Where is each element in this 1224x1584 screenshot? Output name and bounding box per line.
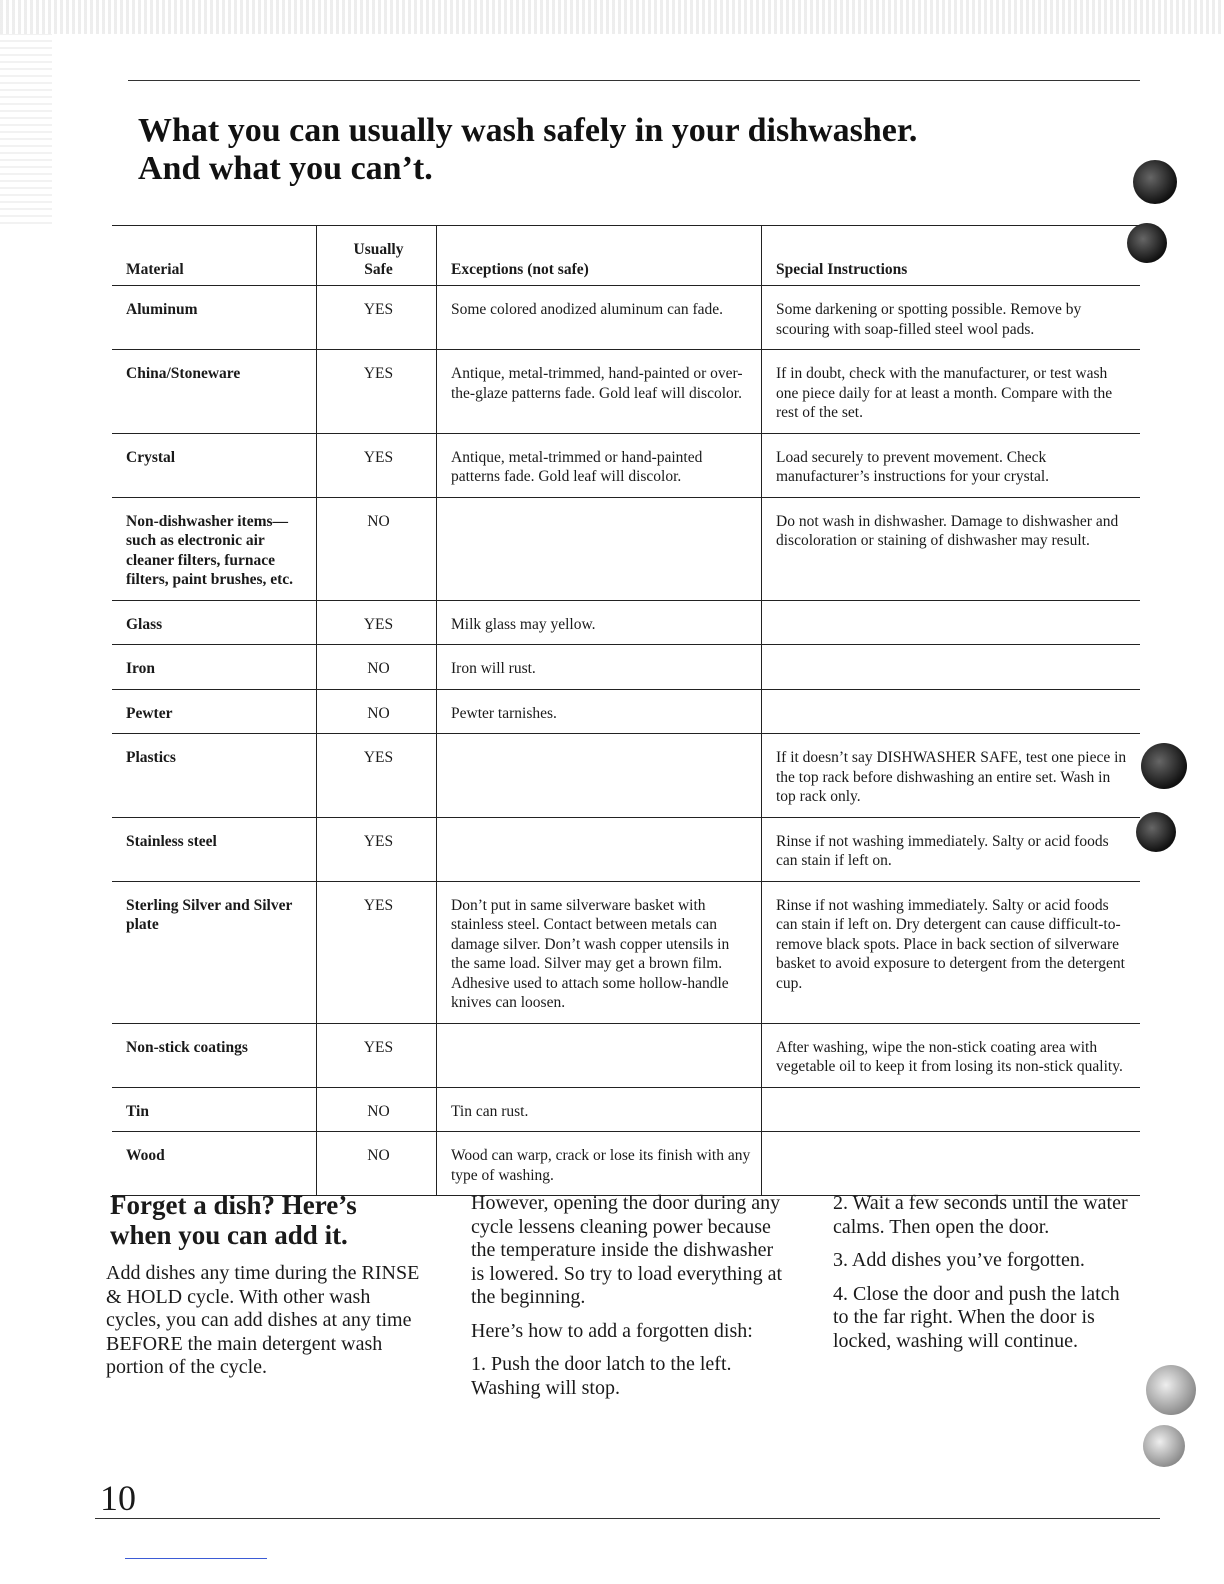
table-row	[112, 1132, 1140, 1196]
cell-material: Wood	[112, 1132, 317, 1196]
cell-exceptions: Tin can rust.	[437, 1087, 762, 1132]
cell-exceptions: Milk glass may yellow.	[437, 600, 762, 645]
cell-safe: NO	[317, 689, 437, 734]
cell-safe: YES	[317, 1023, 437, 1087]
cell-instructions	[762, 600, 1141, 645]
page-title-line1: What you can usually wash safely in your dishwasher.	[138, 112, 918, 149]
header-special-instructions: Special Instructions	[762, 226, 1141, 286]
table-row	[112, 350, 1140, 434]
cell-instructions: Some darkening or spotting possible. Remove by scouring with soap-filled steel wool pads.	[762, 286, 1141, 350]
cell-safe: YES	[317, 433, 437, 497]
cell-instructions: If it doesn’t say DISHWASHER SAFE, test one piece in the top rack before dishwashing an entire set. Wash in top rack only.	[762, 734, 1141, 818]
cell-instructions	[762, 1087, 1141, 1132]
binder-hole-6	[1143, 1425, 1185, 1467]
blue-scan-line	[125, 1558, 267, 1559]
table-row	[112, 881, 1140, 1023]
cell-safe: YES	[317, 734, 437, 818]
cell-instructions	[762, 689, 1141, 734]
cell-safe: YES	[317, 600, 437, 645]
cell-instructions: Load securely to prevent movement. Check manufacturer’s instructions for your crystal.	[762, 433, 1141, 497]
cell-exceptions: Some colored anodized aluminum can fade.	[437, 286, 762, 350]
header-material: Material	[112, 226, 317, 286]
binder-hole-5	[1146, 1365, 1196, 1415]
scan-artifact-left	[0, 34, 52, 224]
dishwasher-safety-table	[112, 225, 1140, 1196]
cell-instructions	[762, 645, 1141, 690]
cell-exceptions: Antique, metal-trimmed, hand-painted or over-the-glaze patterns fade. Gold leaf will discolor.	[437, 350, 762, 434]
cell-material: Non-dishwasher items—such as electronic air cleaner filters, furnace filters, paint brushes, etc.	[112, 497, 317, 600]
cell-exceptions	[437, 734, 762, 818]
header-safe-line1: Usually	[353, 241, 404, 258]
binder-hole-4	[1136, 812, 1176, 852]
forget-dish-right-column	[833, 1192, 1133, 1363]
cell-exceptions: Iron will rust.	[437, 645, 762, 690]
cell-material: Pewter	[112, 689, 317, 734]
table-row	[112, 1087, 1140, 1132]
forget-dish-heading-line1: Forget a dish? Here’s	[110, 1190, 357, 1220]
table-row	[112, 600, 1140, 645]
cell-material: China/Stoneware	[112, 350, 317, 434]
table-header-row	[112, 226, 1140, 286]
page-title	[138, 112, 917, 188]
step-4: 4. Close the door and push the latch to the far right. When the door is locked, washing will continue.	[833, 1282, 1120, 1352]
cell-instructions	[762, 1132, 1141, 1196]
table-row	[112, 497, 1140, 600]
binder-hole-3	[1141, 743, 1187, 789]
forget-dish-intro: Add dishes any time during the RINSE & HOLD cycle. With other wash cycles, you can add dishes at any time BEFORE the main detergent wash portion of the cycle.	[106, 1262, 420, 1378]
forget-dish-heading	[110, 1190, 357, 1250]
cell-safe: YES	[317, 350, 437, 434]
table-row	[112, 1023, 1140, 1087]
step-1: 1. Push the door latch to the left. Washing will stop.	[471, 1353, 732, 1399]
how-to-add-paragraph: Here’s how to add a forgotten dish:	[471, 1319, 753, 1342]
door-opening-paragraph: However, opening the door during any cycle lessens cleaning power because the temperature inside the dishwasher is lowered. So try to load everything at the beginning.	[471, 1192, 783, 1308]
cell-exceptions	[437, 817, 762, 881]
cell-instructions: After washing, wipe the non-stick coating area with vegetable oil to keep it from losing its non-stick quality.	[762, 1023, 1141, 1087]
cell-exceptions	[437, 497, 762, 600]
cell-material: Aluminum	[112, 286, 317, 350]
cell-material: Glass	[112, 600, 317, 645]
cell-safe: YES	[317, 817, 437, 881]
cell-safe: NO	[317, 497, 437, 600]
bottom-rule	[95, 1518, 1160, 1519]
table-row	[112, 817, 1140, 881]
page-number: 10	[100, 1478, 136, 1518]
table-row	[112, 689, 1140, 734]
cell-instructions: Rinse if not washing immediately. Salty or acid foods can stain if left on.	[762, 817, 1141, 881]
scan-artifact-top	[0, 0, 1224, 34]
binder-hole-1	[1133, 160, 1177, 204]
cell-exceptions: Pewter tarnishes.	[437, 689, 762, 734]
forget-dish-middle-column	[471, 1192, 791, 1410]
forget-dish-heading-line2: when you can add it.	[110, 1220, 348, 1250]
cell-exceptions: Wood can warp, crack or lose its finish with any type of washing.	[437, 1132, 762, 1196]
cell-instructions: If in doubt, check with the manufacturer, or test wash one piece daily for at least a month. Compare with the rest of the set.	[762, 350, 1141, 434]
cell-safe: NO	[317, 1087, 437, 1132]
step-2: 2. Wait a few seconds until the water calms. Then open the door.	[833, 1192, 1128, 1238]
cell-material: Plastics	[112, 734, 317, 818]
cell-material: Sterling Silver and Silver plate	[112, 881, 317, 1023]
cell-material: Stainless steel	[112, 817, 317, 881]
header-usually-safe	[317, 226, 437, 286]
cell-material: Iron	[112, 645, 317, 690]
cell-safe: NO	[317, 1132, 437, 1196]
cell-exceptions	[437, 1023, 762, 1087]
cell-exceptions: Antique, metal-trimmed or hand-painted patterns fade. Gold leaf will discolor.	[437, 433, 762, 497]
page-title-line2: And what you can’t.	[138, 150, 433, 187]
cell-material: Tin	[112, 1087, 317, 1132]
table-row	[112, 734, 1140, 818]
cell-material: Non-stick coatings	[112, 1023, 317, 1087]
cell-instructions: Do not wash in dishwasher. Damage to dishwasher and discoloration or staining of dishwasher may result.	[762, 497, 1141, 600]
header-exceptions: Exceptions (not safe)	[437, 226, 762, 286]
cell-instructions: Rinse if not washing immediately. Salty or acid foods can stain if left on. Dry detergent can cause difficult-to-remove black spots. Place in back section of silverware basket to avoid exposure to detergent from the detergent cup.	[762, 881, 1141, 1023]
table-row	[112, 286, 1140, 350]
header-safe-line2: Safe	[364, 260, 393, 278]
cell-safe: YES	[317, 286, 437, 350]
table-row	[112, 645, 1140, 690]
table-row	[112, 433, 1140, 497]
step-3: 3. Add dishes you’ve forgotten.	[833, 1249, 1085, 1271]
top-rule	[128, 80, 1140, 81]
cell-exceptions: Don’t put in same silverware basket with stainless steel. Contact between metals can damage silver. Don’t wash copper utensils in the same load. Silver may get a brown film. Adhesive used to attach some hollow-handle knives can loosen.	[437, 881, 762, 1023]
cell-safe: NO	[317, 645, 437, 690]
cell-safe: YES	[317, 881, 437, 1023]
cell-material: Crystal	[112, 433, 317, 497]
forget-dish-intro-column	[106, 1262, 426, 1390]
